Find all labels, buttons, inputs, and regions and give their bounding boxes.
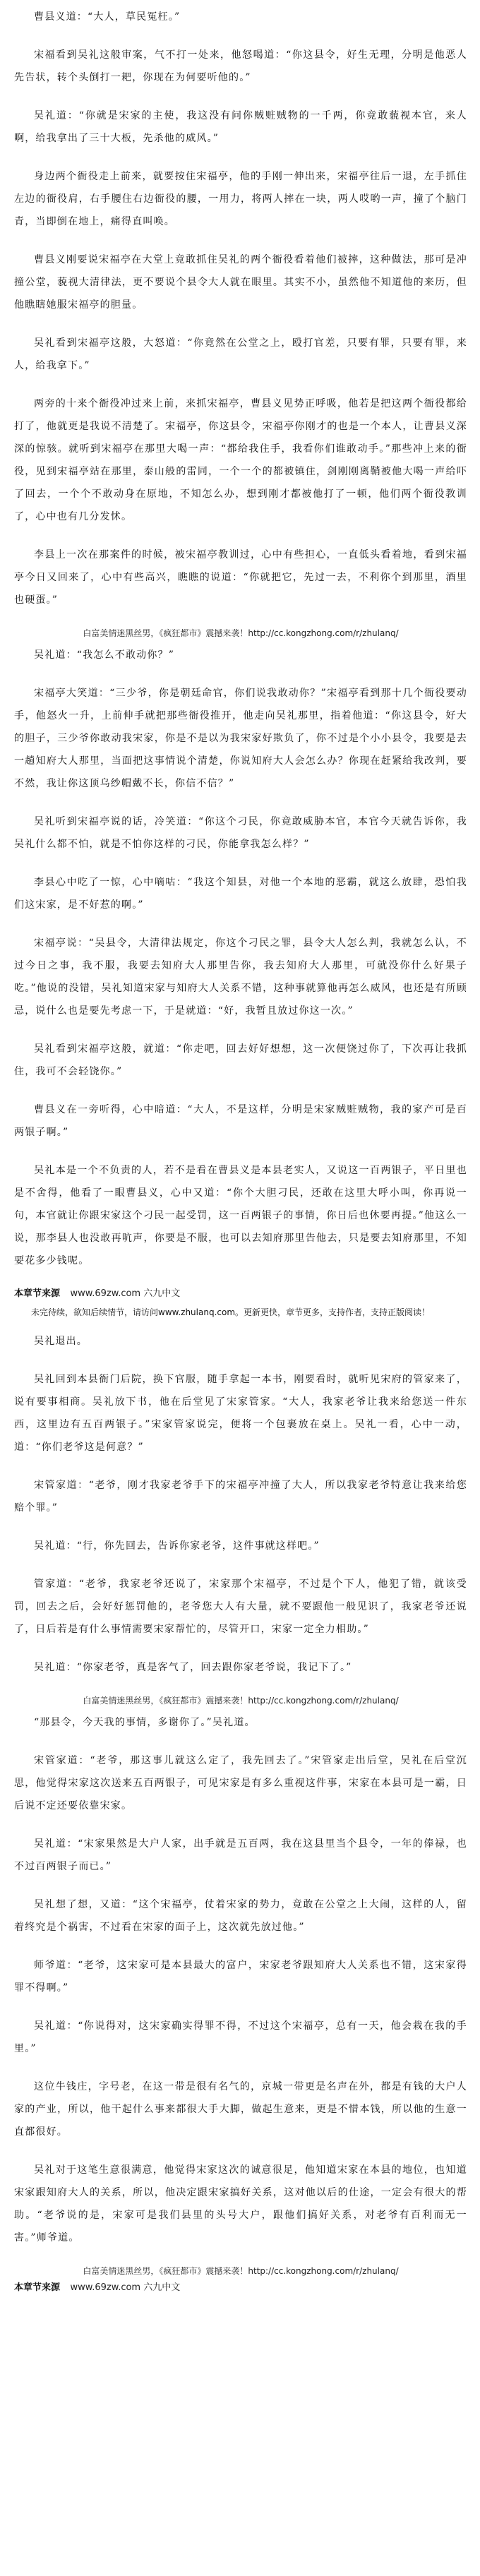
paragraph: 宋管家道：“老爷，刚才我家老爷手下的宋福亭冲撞了大人，所以我家老爷特意让我来给您赔个罪。” xyxy=(14,1480,467,1514)
ad-banner-text[interactable]: 白富美情迷黑丝男，《疯狂都市》震撼来袭！http://cc.kongzhong.com/r/zhulanq/ xyxy=(83,628,399,638)
paragraph: 吴礼道：“你就是宋家的主使，我这没有问你贼赃贼物的一千两，你竟敢藐视本官，来人啊，给我拿出了三十大板，先杀他的威风。” xyxy=(14,110,467,144)
paragraph: 吴礼看到宋福亭这般，就道：“你走吧，回去好好想想，这一次便饶过你了，下次再让我抓住，我可不会轻饶你。” xyxy=(14,1043,467,1077)
paragraph: 宋福亭说：“吴县令，大清律法规定，你这个刁民之罪，县令大人怎么判，我就怎么认，不过今日之事，我不服，我要去知府大人那里告你，我去知府大人那里，可就没你什么好果子吃。”他说的没错，吴礼知道宋家与知府大人关系不错，这种事就算他再怎么威风，也还是有所顾忌，说什么也是要先考虑一下，于是就道：“好，我暂且放过你这一次。” xyxy=(14,937,467,1017)
paragraph: 这位牛钱庄，字号老，在这一带是很有名气的，京城一带更是名声在外，都是有钱的大户人家的产业，所以，他干起什么事来都很大手大脚，做起生意来，更是不惜本钱，所以他的生意一直都很好。 xyxy=(14,2081,467,2138)
ad-banner-link[interactable] xyxy=(14,627,467,640)
paragraph: 两旁的十来个衙役冲过来上前，来抓宋福亭，曹县义见势正呼吸，他若是把这两个衙役都给打了，他就更是我说不清楚了。宋福亭，你这县令，宋福亭你刚才的也是一个本人，让曹县义深深的惊骇。就听到宋福亭在那里大喝一声：“都给我住手，我看你们谁敢动手。”那些冲上来的衙役，见到宋福亭站在那里，泰山般的雷同，一个一个的都被镇住，剑刚刚离鞘被他大喝一声给吓了回去，一个个不敢动身在原地，不知怎么办，想到刚才都被他打了一顿，他们两个衙役教训了，心中也有几分发怵。 xyxy=(14,398,467,522)
paragraph: 身边两个衙役走上前来，就要按住宋福亭，他的手刚一伸出来，宋福亭往后一退，左手抓住左边的衙役肩，右手腰住右边衙役的腰，一用力，将两人摔在一块，两人哎哟一声，撞了个脑门青，当即倒在地上，痛得直叫唤。 xyxy=(14,171,467,227)
paragraph: 吴礼道：“行，你先回去，告诉你家老爷，这件事就这样吧。” xyxy=(34,1540,320,1552)
paragraph: “那县令，今天我的事情，多谢你了。”吴礼道。 xyxy=(34,1717,256,1728)
paragraph: 宋管家道：“老爷，那这事儿就这么定了，我先回去了。”宋管家走出后堂，吴礼在后堂沉思，他觉得宋家这次送来五百两银子，可见宋家是有多么重视这件事，宋家在本县可是一霸，日后说不定还要依靠宋家。 xyxy=(14,1755,467,1811)
paragraph: 李县上一次在那案件的时候，被宋福亭教训过，心中有些担心，一直低头看着地，看到宋福亭今日又回来了，心中有些高兴，瞧瞧的说道：“你就把它，先过一去，不利你个到那里，酒里也硬蛋。” xyxy=(14,549,467,606)
paragraph: 吴礼道：“你说得对，这宋家确实得罪不得，不过这个宋福亭，总有一天，他会栽在我的手里。” xyxy=(14,2020,467,2054)
chapter-section-a xyxy=(14,6,467,611)
paragraph: 师爷道：“老爷，这宋家可是本县最大的富户，宋家老爷跟知府大人关系也不错，这宋家得罪不得啊。” xyxy=(14,1960,467,1994)
paragraph: 吴礼道：“宋家果然是大户人家，出手就是五百两，我在这县里当个县令，一年的俸禄，也不过百两银子而已。” xyxy=(14,1838,467,1872)
chapter-source xyxy=(14,2282,467,2294)
source-url[interactable]: www.69zw.com 六九中文 xyxy=(70,2282,181,2293)
update-notice: 未完待续，欲知后续情节，请访问www.zhulanq.com。更新更快，章节更多，支持作者，支持正版阅读！ xyxy=(31,1307,431,1317)
source-url[interactable]: www.69zw.com 六九中文 xyxy=(70,1288,181,1299)
paragraph: 宋福看到吴礼这般审案，气不打一处来，他怒喝道：“你这县令，好生无理，分明是他恶人先告状，转个头倒打一耙，你现在为何要听他的。” xyxy=(14,49,467,83)
chapter-section-c xyxy=(14,1330,467,1679)
paragraph: 吴礼道：“你家老爷，真是客气了，回去跟你家老爷说，我记下了。” xyxy=(34,1662,352,1673)
ad-banner-link[interactable] xyxy=(14,2265,467,2277)
ad-banner-text[interactable]: 白富美情迷黑丝男，《疯狂都市》震撼来袭！http://cc.kongzhong.com/r/zhulanq/ xyxy=(83,2266,399,2276)
ad-banner-link[interactable] xyxy=(14,1694,467,1707)
ad-banner-text[interactable]: 白富美情迷黑丝男，《疯狂都市》震撼来袭！http://cc.kongzhong.com/r/zhulanq/ xyxy=(83,1696,399,1706)
paragraph: 管家道：“老爷，我家老爷还说了，宋家那个宋福亭，不过是个下人，他犯了错，就该受罚，回去之后，会好好惩罚他的，老爷您大人有大量，就不要跟他一般见识了，我家老爷还说了，日后若是有什么事情需要宋家帮忙的，尽管开口，宋家一定全力相助。” xyxy=(14,1578,467,1635)
paragraph: 吴礼回到本县衙门后院，换下官服，随手拿起一本书，刚要看时，就听见宋府的管家来了，说有要事相商。吴礼放下书，他在后堂见了宋家管家。“大人，我家老爷让我来给您送一件东西，这里边有五百两银子。”宋家管家说完，便将一个包裹放在桌上。吴礼一看，心中一动，道：“你们老爷这是何意？” xyxy=(14,1374,467,1453)
paragraph: 李县心中吃了一惊，心中嘀咕：“我这个知县，对他一个本地的恶霸，就这么放肆，恐怕我们这宋家，是不好惹的啊。” xyxy=(14,877,467,911)
paragraph: 吴礼道：“我怎么不敢动你？” xyxy=(34,649,175,661)
source-label: 本章节来源 xyxy=(14,1288,61,1299)
paragraph: 曹县义道：“大人，草民冤枉。” xyxy=(34,11,181,23)
chapter-section-b xyxy=(14,644,467,1272)
paragraph: 宋福亭大笑道：“三少爷，你是朝廷命官，你们说我敢动你？”宋福亭看到那十几个衙役要动手，他怒火一升，上前伸手就把那些衙役推开，他走向吴礼那里，指着他道：“你这县令，好大的胆子，三少爷你敢动我宋家，你是不是以为我宋家好欺负了，你不过是个小小县令，我要是去一趟知府大人那里，当面把这事情说个清楚，你说知府大人会怎么办？你现在赶紧给我改判，要不然，我让你这顶乌纱帽戴不长，你信不信？” xyxy=(14,688,467,789)
paragraph: 吴礼本是一个不负责的人，若不是看在曹县义是本县老实人，又说这一百两银子，平日里也是不舍得，他看了一眼曹县义，心中又道：“你个大胆刁民，还敢在这里大呼小叫，你再说一句，本官就让你跟宋家这个刁民一起受罚，这一百两银子的事情，你日后也休要再提。”他这么一说，那李县人也没敢再吭声，你要是不服，也可以去知府那里告他去，只是要去知府那里，不知要花多少钱呢。 xyxy=(14,1165,467,1266)
paragraph: 吴礼退出。 xyxy=(34,1336,88,1347)
paragraph: 吴礼对于这笔生意很满意，他觉得宋家这次的诚意很足，他知道宋家在本县的地位，也知道宋家跟知府大人的关系，所以，他决定跟宋家搞好关系，这对他以后的仕途，一定会有很大的帮助。“老爷说的是，宋家可是我们县里的头号大户，跟他们搞好关系，对老爷有百利而无一害。”师爷道。 xyxy=(14,2164,467,2243)
paragraph: 吴礼听到宋福亭说的话，冷笑道：“你这个刁民，你竟敢威胁本官，本官今天就告诉你，我吴礼什么都不怕，就是不怕你这样的刁民，你能拿我怎么样？” xyxy=(14,816,467,850)
paragraph: 曹县义刚要说宋福亭在大堂上竟敢抓住吴礼的两个衙役看着他们被摔，这种做法，那可是冲撞公堂，藐视大清律法，更不要说个县令大人就在眼里。其实不小，虽然他不知道他的来历，但他瞧瞎她服宋福亭的胆量。 xyxy=(14,254,467,311)
paragraph: 曹县义在一旁听得，心中暗道：“大人，不是这样，分明是宋家贼赃贼物，我的家产可是百两银子啊。” xyxy=(14,1104,467,1138)
source-label: 本章节来源 xyxy=(14,2282,61,2293)
paragraph: 吴礼看到宋福亭这般，大怒道：“你竟然在公堂之上，殴打官差，只要有罪，只要有罪，来人，给我拿下。” xyxy=(14,337,467,371)
chapter-section-d xyxy=(14,1711,467,2249)
chapter-source xyxy=(14,1288,467,1300)
paragraph: 吴礼想了想，又道：“这个宋福亭，仗着宋家的势力，竟敢在公堂之上大闹，这样的人，留着终究是个祸害，不过看在宋家的面子上，这次就先放过他。” xyxy=(14,1899,467,1933)
